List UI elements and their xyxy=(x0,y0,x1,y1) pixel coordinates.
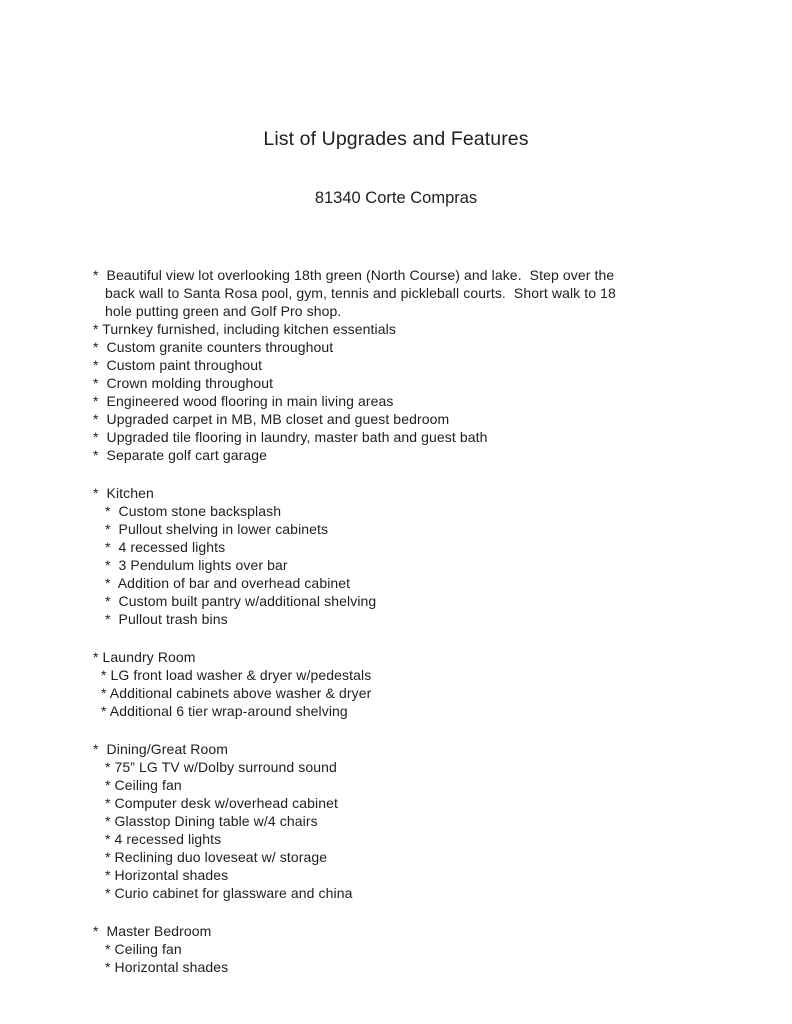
list-line: * Custom granite counters throughout xyxy=(93,339,334,355)
list-line: * Computer desk w/overhead cabinet xyxy=(93,795,338,811)
list-line-first: * Master Bedroom xyxy=(93,923,212,939)
list-line: * 4 recessed lights xyxy=(93,539,226,555)
list-line: * Crown molding throughout xyxy=(93,375,274,391)
section-dining-great-room xyxy=(93,740,792,902)
list-line: * Additional cabinets above washer & dryer xyxy=(93,685,372,701)
list-line-first: * Laundry Room xyxy=(93,649,196,665)
list-line: * Separate golf cart garage xyxy=(93,447,268,463)
list-line: * Custom paint throughout xyxy=(93,357,263,373)
list-line: * 75” LG TV w/Dolby surround sound xyxy=(93,759,337,775)
upgrades-list xyxy=(93,266,792,976)
list-line: * Horizontal shades xyxy=(93,867,229,883)
list-line: * Horizontal shades xyxy=(93,959,229,975)
section-laundry-room xyxy=(93,648,792,720)
list-line: * Ceiling fan xyxy=(93,777,182,793)
list-line: * Engineered wood flooring in main living areas xyxy=(93,393,394,409)
page-subtitle: 81340 Corte Compras xyxy=(314,189,478,207)
section-kitchen xyxy=(93,484,792,628)
list-line: * 4 recessed lights xyxy=(93,831,222,847)
list-line: * LG front load washer & dryer w/pedestals xyxy=(93,667,372,683)
list-line-first: * Beautiful view lot overlooking 18th green (North Course) and lake. Step over the xyxy=(93,267,615,283)
section-overview xyxy=(93,266,792,464)
list-line: * Custom built pantry w/additional shelving xyxy=(93,593,377,609)
list-line: * Ceiling fan xyxy=(93,941,182,957)
list-line: * Glasstop Dining table w/4 chairs xyxy=(93,813,318,829)
list-line: * Reclining duo loveseat w/ storage xyxy=(93,849,328,865)
list-line: * Additional 6 tier wrap-around shelving xyxy=(93,703,348,719)
page-title: List of Upgrades and Features xyxy=(263,128,529,150)
list-line: back wall to Santa Rosa pool, gym, tennis and pickleball courts. Short walk to 18 xyxy=(93,285,616,301)
list-line: hole putting green and Golf Pro shop. xyxy=(93,303,342,319)
list-line-first: * Kitchen xyxy=(93,485,154,501)
list-line: * Upgraded carpet in MB, MB closet and guest bedroom xyxy=(93,411,450,427)
list-line: * 3 Pendulum lights over bar xyxy=(93,557,288,573)
list-line: * Custom stone backsplash xyxy=(93,503,282,519)
list-line: * Pullout shelving in lower cabinets xyxy=(93,521,329,537)
section-master-bedroom xyxy=(93,922,792,976)
list-line-first: * Dining/Great Room xyxy=(93,741,229,757)
list-line: * Curio cabinet for glassware and china xyxy=(93,885,353,901)
list-line: * Turnkey furnished, including kitchen essentials xyxy=(93,321,396,337)
list-line: * Addition of bar and overhead cabinet xyxy=(93,575,351,591)
list-line: * Upgraded tile flooring in laundry, master bath and guest bath xyxy=(93,429,488,445)
document-header xyxy=(0,0,792,245)
list-line: * Pullout trash bins xyxy=(93,611,228,627)
